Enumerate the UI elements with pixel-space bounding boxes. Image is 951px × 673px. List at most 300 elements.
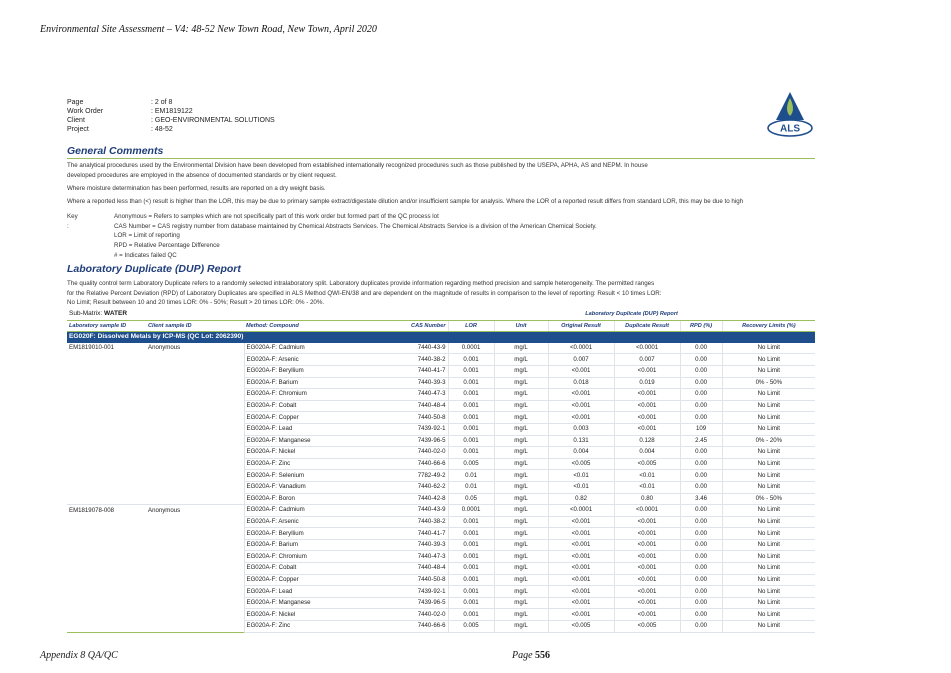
table-cell: No Limit (722, 516, 815, 528)
table-cell: 0.00 (680, 412, 722, 424)
table-cell: <0.0001 (548, 505, 614, 517)
table-cell: 0.01 (448, 481, 494, 493)
table-cell: 0.001 (448, 597, 494, 609)
table-cell: <0.001 (614, 563, 680, 575)
table-cell: 0.001 (448, 528, 494, 540)
table-cell (67, 423, 146, 435)
table-cell: mg/L (494, 343, 548, 354)
meta-value: : 48-52 (151, 126, 173, 133)
table-cell: 2.45 (680, 435, 722, 447)
table-cell: <0.001 (614, 365, 680, 377)
table-cell: <0.001 (548, 365, 614, 377)
table-cell: <0.005 (614, 458, 680, 470)
key-line: LOR = Limit of reporting (114, 232, 180, 240)
table-cell: 0.00 (680, 343, 722, 354)
table-cell (67, 597, 146, 609)
table-cell (146, 586, 244, 598)
table-cell: mg/L (494, 621, 548, 633)
table-cell (67, 528, 146, 540)
column-header: Unit (494, 320, 548, 332)
table-cell: EG020A-F: Nickel (244, 447, 370, 459)
submatrix (67, 309, 448, 320)
table-cell: 7440-50-8 (370, 574, 448, 586)
table-cell: EG020A-F: Nickel (244, 609, 370, 621)
column-header: Laboratory sample ID (67, 320, 146, 332)
table-cell: 7440-38-2 (370, 516, 448, 528)
svg-text:ALS: ALS (780, 123, 800, 135)
table-row (67, 528, 815, 540)
table-cell: <0.001 (614, 609, 680, 621)
table-cell: 0.004 (614, 447, 680, 459)
table-cell: 7440-48-4 (370, 563, 448, 575)
table-cell: 3.46 (680, 493, 722, 505)
table-cell (146, 423, 244, 435)
dup-report-p1c: No Limit; Result between 10 and 20 times LOR: 0% - 50%; Result > 20 times LOR: 0% - 20%. (67, 299, 325, 306)
table-cell: 7440-50-8 (370, 412, 448, 424)
table-cell: <0.001 (614, 412, 680, 424)
table-cell: mg/L (494, 435, 548, 447)
column-header: RPD (%) (680, 320, 722, 332)
divider (67, 158, 815, 159)
table-cell: EG020A-F: Manganese (244, 435, 370, 447)
table-cell: EG020A-F: Zinc (244, 458, 370, 470)
table-cell: <0.001 (548, 574, 614, 586)
table-row (67, 597, 815, 609)
table-cell: 7440-41-7 (370, 528, 448, 540)
table-cell (146, 435, 244, 447)
table-cell: 7439-92-1 (370, 423, 448, 435)
table-cell (146, 609, 244, 621)
table-cell (67, 435, 146, 447)
table-cell: EG020A-F: Beryllium (244, 528, 370, 540)
table-cell: 0.01 (448, 470, 494, 482)
table-row (67, 621, 815, 633)
key-lines (114, 212, 597, 261)
table-cell: 7782-49-2 (370, 470, 448, 482)
table-cell: No Limit (722, 354, 815, 366)
table-row (67, 447, 815, 459)
table-row (67, 551, 815, 563)
table-cell: <0.001 (614, 551, 680, 563)
als-logo (764, 90, 816, 138)
column-header: CAS Number (370, 320, 448, 332)
general-comments-p2: Where moisture determination has been performed, results are reported on a dry weight basis. (67, 185, 326, 192)
submatrix-label: Sub-Matrix: (69, 310, 103, 318)
table-cell: mg/L (494, 481, 548, 493)
meta-label: Client (67, 117, 85, 124)
column-header: Original Result (548, 320, 614, 332)
table-cell (146, 481, 244, 493)
table-row (67, 539, 815, 551)
table-row (67, 563, 815, 575)
table-cell: mg/L (494, 563, 548, 575)
table-cell: <0.001 (614, 423, 680, 435)
table-cell: 0.007 (614, 354, 680, 366)
dup-table-body (67, 343, 815, 632)
key-label: Key : (67, 213, 78, 230)
table-cell: 0.128 (614, 435, 680, 447)
meta-value: : 2 of 8 (151, 99, 173, 106)
table-row (67, 516, 815, 528)
table-cell (67, 400, 146, 412)
table-cell: EG020A-F: Cadmium (244, 343, 370, 354)
table-cell: 0.00 (680, 551, 722, 563)
table-cell: EG020A-F: Cobalt (244, 400, 370, 412)
table-cell: EG020A-F: Barium (244, 377, 370, 389)
table-cell: 7440-62-2 (370, 481, 448, 493)
footer-page-label: Page (512, 650, 536, 661)
table-cell: 0.00 (680, 574, 722, 586)
table-cell (67, 447, 146, 459)
table-cell: 0.00 (680, 505, 722, 517)
table-row (67, 365, 815, 377)
table-cell: <0.005 (614, 621, 680, 633)
table-cell: No Limit (722, 389, 815, 401)
table-cell: 0.00 (680, 481, 722, 493)
table-row (67, 481, 815, 493)
table-cell: mg/L (494, 574, 548, 586)
column-header: Method: Compound (244, 320, 370, 332)
table-bottom-rule (67, 632, 815, 633)
general-comments-p1b: developed procedures are employed in the absence of documented standards or by client request. (67, 172, 337, 179)
table-cell: 0.001 (448, 377, 494, 389)
table-cell: EG020A-F: Zinc (244, 621, 370, 633)
table-cell (67, 574, 146, 586)
table-cell: No Limit (722, 586, 815, 598)
table-cell: <0.0001 (614, 343, 680, 354)
table-cell (146, 377, 244, 389)
table-cell: EG020A-F: Vanadium (244, 481, 370, 493)
key-line: RPD = Relative Percentage Difference (114, 242, 220, 250)
table-cell (146, 400, 244, 412)
table-cell: 0.00 (680, 400, 722, 412)
table-cell: 0.001 (448, 574, 494, 586)
table-cell: <0.01 (614, 470, 680, 482)
table-cell: mg/L (494, 389, 548, 401)
table-cell: No Limit (722, 563, 815, 575)
table-cell: 0.001 (448, 447, 494, 459)
table-cell (146, 574, 244, 586)
table-cell: mg/L (494, 586, 548, 598)
meta-label: Work Order (67, 108, 104, 115)
table-cell: <0.001 (548, 400, 614, 412)
table-cell: <0.001 (614, 539, 680, 551)
dup-report-p1a: The quality control term Laboratory Duplicate refers to a randomly selected intralaboratory split. Laboratory duplicates provide information regarding method precision and sample heterogeneity. The permitted ranges (67, 280, 655, 287)
table-row (67, 574, 815, 586)
footer-page (512, 650, 550, 661)
table-cell: No Limit (722, 621, 815, 633)
table-cell (67, 354, 146, 366)
table-cell: EG020A-F: Copper (244, 574, 370, 586)
table-cell: EG020A-F: Arsenic (244, 354, 370, 366)
table-cell: No Limit (722, 539, 815, 551)
table-cell: No Limit (722, 447, 815, 459)
table-cell: mg/L (494, 505, 548, 517)
table-cell: No Limit (722, 551, 815, 563)
table-cell: 0.007 (548, 354, 614, 366)
table-cell: 0.018 (548, 377, 614, 389)
table-cell: <0.001 (548, 516, 614, 528)
table-cell: 7440-66-6 (370, 458, 448, 470)
table-cell (67, 389, 146, 401)
table-cell: 0.00 (680, 621, 722, 633)
table-cell (146, 412, 244, 424)
table-cell (146, 563, 244, 575)
table-cell: 0% - 50% (722, 377, 815, 389)
table-cell: 0.001 (448, 435, 494, 447)
meta-row (67, 116, 275, 125)
submatrix-value: WATER (104, 310, 128, 318)
table-cell: 7440-47-3 (370, 551, 448, 563)
table-cell: 0.004 (548, 447, 614, 459)
column-header: Recovery Limits (%) (722, 320, 815, 332)
table-cell (67, 470, 146, 482)
table-cell: EM1819010-001 (69, 344, 115, 352)
table-cell (146, 389, 244, 401)
table-cell: 0.00 (680, 597, 722, 609)
table-row (67, 389, 815, 401)
table-cell: 7439-96-5 (370, 597, 448, 609)
table-cell: <0.001 (614, 516, 680, 528)
table-cell: 0.0001 (448, 505, 494, 517)
table-row (67, 493, 815, 505)
table-cell (67, 377, 146, 389)
table-cell (146, 551, 244, 563)
table-row (67, 505, 815, 517)
column-header: Client sample ID (146, 320, 244, 332)
table-cell: No Limit (722, 365, 815, 377)
table-cell: 7440-39-3 (370, 377, 448, 389)
table-cell (67, 609, 146, 621)
table-row (67, 423, 815, 435)
table-cell: EG020A-F: Manganese (244, 597, 370, 609)
table-cell (146, 528, 244, 540)
general-comments-p1a: The analytical procedures used by the Environmental Division have been developed from established internationally recognized procedures such as those published by the USEPA, APHA, AS and NEPM. In house (67, 162, 648, 169)
table-cell: EG020A-F: Selenium (244, 470, 370, 482)
table-cell: mg/L (494, 493, 548, 505)
table-cell (146, 597, 244, 609)
method-header: EG020F: Dissolved Metals by ICP-MS (QC Lot: 2062390) (67, 332, 815, 343)
table-cell: <0.001 (548, 586, 614, 598)
meta-label: Page (67, 99, 84, 106)
table-cell (67, 412, 146, 424)
table-cell: 0.82 (548, 493, 614, 505)
table-cell: No Limit (722, 412, 815, 424)
table-cell: 0.003 (548, 423, 614, 435)
table-cell: <0.001 (614, 400, 680, 412)
table-cell (146, 458, 244, 470)
table-cell: mg/L (494, 447, 548, 459)
table-row (67, 377, 815, 389)
table-cell: <0.01 (548, 470, 614, 482)
table-cell: <0.005 (548, 621, 614, 633)
report-meta (67, 98, 275, 134)
dup-table (67, 309, 815, 633)
table-cell: <0.005 (548, 458, 614, 470)
table-cell: 0.001 (448, 551, 494, 563)
table-cell: EM1819078-008 (69, 506, 115, 514)
table-cell: No Limit (722, 481, 815, 493)
table-cell (146, 447, 244, 459)
table-cell: 7440-02-0 (370, 447, 448, 459)
table-cell: mg/L (494, 400, 548, 412)
table-cell: mg/L (494, 551, 548, 563)
table-cell: 0.00 (680, 389, 722, 401)
table-row (67, 586, 815, 598)
table-cell: No Limit (722, 505, 815, 517)
table-cell: No Limit (722, 458, 815, 470)
table-cell: 0.001 (448, 539, 494, 551)
table-cell: Anonymous (148, 506, 181, 514)
table-cell: 0.001 (448, 354, 494, 366)
table-cell: EG020A-F: Lead (244, 423, 370, 435)
meta-row (67, 107, 275, 116)
table-cell: mg/L (494, 516, 548, 528)
column-header: LOR (448, 320, 494, 332)
general-comments-p3: Where a reported less than (<) result is higher than the LOR, this may be due to primary sample extract/digestate dilution and/or insufficient sample for analysis. Where the LOR of a reported result differs from standard LOR, this may be due to high (67, 198, 744, 205)
table-cell: mg/L (494, 539, 548, 551)
table-cell: 0.001 (448, 389, 494, 401)
table-cell: 7440-43-9 (370, 343, 448, 354)
table-cell: <0.01 (548, 481, 614, 493)
table-row (67, 458, 815, 470)
table-cell: 7440-43-9 (370, 505, 448, 517)
table-cell: <0.001 (548, 609, 614, 621)
table-cell: <0.001 (548, 597, 614, 609)
table-cell: <0.001 (548, 389, 614, 401)
table-cell: No Limit (722, 609, 815, 621)
table-cell (67, 563, 146, 575)
table-cell: EG020A-F: Chromium (244, 551, 370, 563)
table-cell (146, 539, 244, 551)
table-cell: 0.005 (448, 621, 494, 633)
table-cell: No Limit (722, 343, 815, 354)
table-cell: <0.0001 (614, 505, 680, 517)
table-cell: 0.001 (448, 423, 494, 435)
key-line: Anonymous = Refers to samples which are not specifically part of this work order but formed part of the QC process lot (114, 213, 439, 220)
table-cell (67, 586, 146, 598)
table-cell: 0.00 (680, 539, 722, 551)
table-cell: 0.005 (448, 458, 494, 470)
meta-value: : GEO-ENVIRONMENTAL SOLUTIONS (151, 117, 275, 124)
table-cell: EG020A-F: Lead (244, 586, 370, 598)
table-cell: <0.001 (614, 528, 680, 540)
table-cell: No Limit (722, 528, 815, 540)
table-cell: 0% - 20% (722, 435, 815, 447)
table-cell: 0.001 (448, 563, 494, 575)
table-cell: 7440-47-3 (370, 389, 448, 401)
table-cell: <0.001 (548, 551, 614, 563)
table-cell: 7440-41-7 (370, 365, 448, 377)
table-cell: 7439-92-1 (370, 586, 448, 598)
table-cell (146, 493, 244, 505)
footer-appendix: Appendix 8 QA/QC (40, 650, 118, 661)
table-cell: <0.001 (614, 389, 680, 401)
table-cell: <0.01 (614, 481, 680, 493)
table-cell: <0.001 (614, 574, 680, 586)
table-cell: 0.00 (680, 563, 722, 575)
table-cell: 0.019 (614, 377, 680, 389)
table-cell: mg/L (494, 470, 548, 482)
table-cell: 0.001 (448, 400, 494, 412)
table-cell (67, 365, 146, 377)
table-cell: EG020A-F: Boron (244, 493, 370, 505)
table-cell: 7439-96-5 (370, 435, 448, 447)
table-cell: EG020A-F: Arsenic (244, 516, 370, 528)
table-cell: 0.05 (448, 493, 494, 505)
meta-value: : EM1819122 (151, 108, 193, 115)
table-cell: 0.00 (680, 365, 722, 377)
table-cell (67, 493, 146, 505)
table-cell: 7440-48-4 (370, 400, 448, 412)
table-cell: <0.001 (548, 412, 614, 424)
table-cell: <0.001 (614, 586, 680, 598)
dup-report-title: Laboratory Duplicate (DUP) Report (67, 263, 241, 275)
table-cell: mg/L (494, 354, 548, 366)
table-cell (67, 539, 146, 551)
table-cell (146, 365, 244, 377)
table-row (67, 400, 815, 412)
table-cell: mg/L (494, 597, 548, 609)
table-cell: EG020A-F: Cadmium (244, 505, 370, 517)
table-cell (67, 458, 146, 470)
table-cell: 7440-39-3 (370, 539, 448, 551)
table-cell: 7440-02-0 (370, 609, 448, 621)
table-cell: mg/L (494, 458, 548, 470)
table-cell: EG020A-F: Beryllium (244, 365, 370, 377)
dup-report-p1b: for the Relative Percent Deviation (RPD) of Laboratory Duplicates are specified in ALS Method QWI-EN/38 and are dependent on the magnitude of results in comparison to the level of reporting: Result < 10 times LOR: (67, 290, 662, 297)
table-cell: <0.001 (548, 528, 614, 540)
meta-row (67, 98, 275, 107)
meta-row (67, 125, 275, 134)
table-cell: 0.00 (680, 458, 722, 470)
table-row (67, 412, 815, 424)
table-cell: 0.00 (680, 354, 722, 366)
table-cell (67, 621, 146, 633)
table-cell: No Limit (722, 423, 815, 435)
key-line: CAS Number = CAS registry number from database maintained by Chemical Abstracts Services. The Chemical Abstracts Service is a division of the American Chemical Society. (114, 222, 597, 230)
table-cell: 0.001 (448, 516, 494, 528)
table-row (67, 354, 815, 366)
table-cell: mg/L (494, 377, 548, 389)
table-cell (146, 470, 244, 482)
dup-group-header: Laboratory Duplicate (DUP) Report (448, 309, 815, 320)
table-cell: No Limit (722, 574, 815, 586)
table-cell: 0.001 (448, 609, 494, 621)
footer-page-number: 556 (535, 650, 551, 661)
table-cell: 0.80 (614, 493, 680, 505)
table-cell (67, 481, 146, 493)
table-cell: 0.001 (448, 365, 494, 377)
table-cell: 0.00 (680, 528, 722, 540)
table-cell: 0.00 (680, 470, 722, 482)
general-comments-title: General Comments (67, 145, 164, 157)
table-cell: 0.131 (548, 435, 614, 447)
table-cell: 0.00 (680, 609, 722, 621)
table-cell: 0.00 (680, 447, 722, 459)
key-line: # = Indicates failed QC (114, 251, 177, 259)
table-cell: 7440-66-6 (370, 621, 448, 633)
table-cell: EG020A-F: Barium (244, 539, 370, 551)
table-cell: 0% - 50% (722, 493, 815, 505)
table-cell: <0.001 (548, 563, 614, 575)
table-cell: 7440-42-8 (370, 493, 448, 505)
table-cell: 0.00 (680, 586, 722, 598)
column-headers (67, 320, 815, 332)
table-cell: No Limit (722, 470, 815, 482)
table-cell: <0.0001 (548, 343, 614, 354)
table-cell (67, 516, 146, 528)
